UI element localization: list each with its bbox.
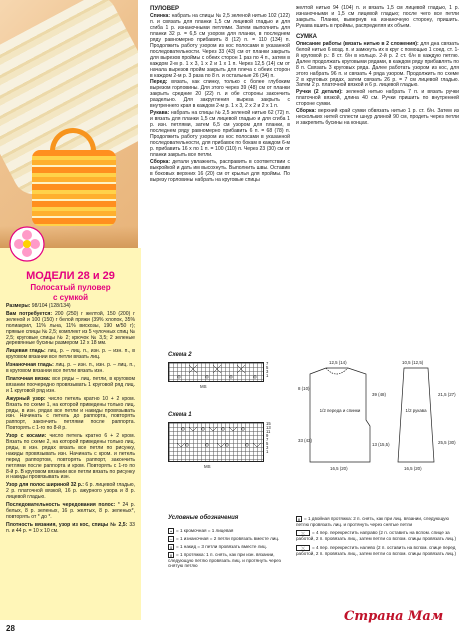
legend-item: o = 1 накид = 3 петли провязать вместе лиц.	[169, 544, 267, 550]
svg-text:39 (48): 39 (48)	[372, 392, 386, 397]
legend-item: ⤬ = 4 пер. перекрестить налево (2 п. оставить на вспом. спице перед работой, 2 п. провязать лиц., затем петли со вспом. спицы провязать лиц.)	[296, 544, 456, 556]
product-photo	[0, 0, 138, 248]
sizes-paragraph: Размеры: 98/104 (128/134)	[6, 303, 71, 309]
purl-stitch-paragraph: Изнаночная гладь: лиц. р. – изн. п., изн. р. – лиц. п., в круговом вязании все петли вязать изн.	[6, 362, 135, 375]
back-paragraph: Спинка: набрать на спицы № 2,5 зеленой нитью 102 (122) п. и связать для планки 1,5 см лицевой гладью и для сгиба 1 р. изнаночными петлями. Затем выполнить для планки 32 р. = 6,5 см узором для планки, в последнем ряду равномерно прибавить 8 (12) п. = 110 (134) п. Продолжить работу узором из кос полосами в указанной последовательности. Через 33 (43) см от планки закрыть для вырезов проймы с обеих сторон 1 раз по 4 п., затем в каждом 2-м р. 1 х 3, 1 х 2 и 1 х 1 п. Через 12,5 (14) см от начала вырезов пройм закрыть для плеча с обеих сторон в каждом 2-м р. 3 раза по 8 п. и остальные 26 (34) п.	[150, 13, 290, 79]
schema-1-row-labels: 15 13 11 9 7 5 3 1	[266, 421, 271, 454]
svg-text:16,5 (20): 16,5 (20)	[404, 466, 422, 471]
face-stitch-paragraph: Лицевая гладь: лиц. р. – лиц. п., изн. р. – изн. п., в круговом вязании все петли вязать лиц.	[6, 348, 135, 361]
cable-left-icon: ⤬	[296, 545, 310, 551]
handles-paragraph: Ручки (2 детали): зеленой нитью набрать 7 п. и вязать ручки платочной вязкой, длина 40 см. Ручки пришить по внутренней стороне сумки.	[296, 89, 459, 108]
model-title: МОДЕЛИ 28 и 29	[26, 270, 115, 282]
front-back-label: 1/2 переда и спинки	[319, 408, 361, 413]
double-slip-icon: ∧	[297, 517, 301, 522]
schema-2-ms-label: МS	[200, 384, 207, 389]
density-paragraph: Плотность вязания, узор из кос, спицы № 2,5: 33 п. и 44 р. = 10 х 10 см.	[6, 521, 135, 534]
bag-desc-paragraph: Описание работы (вязать нитью в 2 сложения): для дна связать белой нитью 6 возд. п. и замкнуть их в круг с помощью 1 соед. ст. 1-й круговой р.: 8 ст. б/н в кольцо. 2-й р. 2 ст. б/н в каждую петлю. Далее продолжать круговыми рядами, в каждом ряду прибавлять по 8 п. Связать 3 круговых ряда. Далее работать узором из кос, для этого набрать 96 п. и связать 4 ряда узором. Продолжить по схеме 2 в круговых рядах, затем связать 26 р. = 7 см лицевой гладью. Затем 2 р. платочной вязкой и 6 р. лицевой гладью.	[296, 40, 459, 89]
svg-text:25,5 (30): 25,5 (30)	[438, 440, 456, 445]
schema-2-grid	[168, 362, 264, 382]
pattern-schematics	[296, 346, 459, 481]
cable-right-icon: ⤫	[296, 530, 310, 536]
flower-logo-icon	[4, 224, 50, 264]
purl-stitch-icon: –	[169, 537, 173, 542]
collar-paragraph: желтой нитью 94 (104) п. и вязать 1,5 см лицевой гладью, 1 р. изнаночными и 1,5 см лицевой гладью; после чего все петли закрыть. Планки, вывернув на изнаночную сторону, пришить. Рукава вшить в проймы, распределяя их объем.	[296, 5, 459, 29]
stripe-pattern-paragraph: Узор для полос шириной 32 р.: 6 р. лицевой гладью, 2 р. платочной вязкой, 16 р. ажурного узора и 8 р. лицевой гладью.	[6, 482, 135, 501]
schema-2-symbols	[169, 363, 265, 383]
legend-right	[296, 516, 459, 556]
page-number: 28	[6, 624, 15, 633]
bag-heading: СУМКА	[296, 33, 317, 40]
svg-text:8 (10): 8 (10)	[298, 386, 310, 391]
cable-pattern-paragraph: Узор с косами: число петель кратно 6 + 2 кром. Вязать по схеме 2, на которой приведены только лиц. ряды, в изн. рядах вязать все петли по рисунку, накиды провязывать изн. Начинать с кром. и петель перед раппортом, повторять раппорт, закончить петлями после раппорта и кром. Повторять с 1-го по 8-й р. В круговом вязании все петли вязать по рисунку и накиды провязывать изн.	[6, 433, 135, 481]
svg-text:21,5 (27): 21,5 (27)	[438, 392, 456, 397]
striped-bag-photo	[32, 150, 116, 226]
model-subtitle-2: с сумкой	[52, 293, 89, 302]
yarn-over-icon: o	[169, 545, 173, 550]
materials-paragraph: Вам потребуется: 200 (250) г желтой, 150 (200) г зеленой и 100 (150) г белой пряжи (39% хлопок, 35% полиакрил, 11% льна, 11% вискозы, 190 м/50 г); прямые спицы № 2,5; комплект из 5 чулочных спиц № 2,5; круговые спицы № 2; крючок № 3,5; 2 зеленые деревянные бусины размером 12 х 18 мм.	[6, 310, 135, 347]
schema-1-ms-label: МS	[204, 464, 211, 469]
garter-stitch-paragraph: Платочная вязка: все ряды – лиц. петли, в круговом вязании поочередно провязывать 1 круговой ряд лиц. и 1 круговой ряд изн.	[6, 375, 136, 394]
info-panel	[0, 248, 141, 620]
slip-stitch-icon: ∧	[169, 553, 173, 558]
legend-item: ⤫ = 4 пер. перекрестить направо (2 п. оставить на вспом. спице за работой, 2 п. провязать лиц., затем петли со вспом. спицы провязать лиц.)	[296, 530, 456, 542]
openwork-paragraph: Ажурный узор: число петель кратно 10 + 2 кром. Вязать по схеме 1, на которой приведены только лиц. ряды, в изн. рядах все петли и накиды провязывать изн. Начинать с петель до раппорта, повторять раппорт, закончить петлями после раппорта. Повторять с 1-го по 8-й р.	[6, 395, 135, 432]
schema-2-title: Схема 2	[168, 352, 192, 358]
sleeves-paragraph: Рукава: набрать на спицы № 2,5 зеленой нитью 62 (72) п. и вязать для планки 1,5 см лицевой гладью и для сгиба 1 р. изн. петлями, затем 6,5 см узором для планки, в последнем ряду равномерно прибавить 6 п. = 68 (78) п. Продолжить работу узором из кос полосами в указанной последовательности, для прибавок по бокам в каждом 6-м р. прибавить 16 х по 1 п. = 100 (110) п. Через 23 (30) см от планки закрыть все петли.	[150, 110, 290, 158]
assembly-paragraph: Сборка: детали увлажнить, расправить в соответствии с выкройкой и дать им высохнуть. Выполнить швы. Оставив в боковых верхних 16 (20) см от крылья для проймы. По вырезу горловины набрать на круговые спицы	[150, 158, 290, 183]
legend-item: ∧ = 1 двойная протяжка: 2 п. снять, как при лиц. вязании, следующую петлю провязать лиц. и протянуть через снятые петли	[296, 516, 449, 527]
bag-assembly-paragraph: Сборка: верхний край сумки обвязать нитью 1 р. ст. б/н. Затем из нескольких нитей сплести шнур длиной 90 см, продеть через петли и закрепить бусины на концах.	[296, 108, 459, 127]
stripe-order-paragraph: Последовательность чередования полос: * 24 р. белых, 8 р. зеленых, 16 р. желтых, 8 р. зеленых*, повторять от * до *.	[6, 502, 135, 520]
legend-item: – = 1 изнаночная = 2 петли провязать вместе лиц.	[169, 536, 280, 542]
svg-text:16,5 (20): 16,5 (20)	[330, 466, 348, 471]
schema-1-symbols	[169, 423, 265, 463]
legend-item: • = 1 кромочная = 1 лицевая	[168, 528, 292, 534]
svg-text:12,5 (14): 12,5 (14)	[329, 360, 347, 365]
legend-title: Условные обозначения	[168, 515, 239, 521]
pullover-heading: ПУЛОВЕР	[150, 6, 180, 12]
pullover-column	[150, 6, 290, 185]
schema-1-grid	[168, 422, 264, 462]
schema-1-title: Схема 1	[168, 412, 192, 418]
legend-item: ∧ = 1 протяжка: 1 п. снять, как при изн. вязании, следующую петлю провязать лиц. и протянуть через снятую петлю	[168, 552, 281, 569]
svg-text:13 (15,5): 13 (15,5)	[372, 442, 390, 447]
model-subtitle-1: Полосатый пуловер	[30, 283, 111, 292]
site-watermark: Страна Мам	[344, 609, 444, 624]
bag-column	[296, 6, 459, 128]
schema-2-row-labels: 7 5 3 1	[266, 361, 269, 378]
svg-text:33 (43): 33 (43)	[298, 438, 312, 443]
edge-stitch-icon: •	[168, 528, 174, 534]
legend-left	[168, 528, 292, 569]
sleeve-label: 1/2 рукава	[405, 408, 427, 413]
front-paragraph: Перед: вязать, как спинку, только с более глубоким вырезом горловины. Для этого через 39 (48) см от планки закрыть средние 20 (22) п. и обе стороны закончить раздельно. Для закругления выреза закрыть с внутреннего края в каждом 2-м р. 1 х 3, 2 х 2 и 2 х 1 п.	[150, 79, 290, 110]
schematic-drawing	[296, 346, 459, 481]
svg-text:10,5 (12,5): 10,5 (12,5)	[402, 360, 424, 365]
